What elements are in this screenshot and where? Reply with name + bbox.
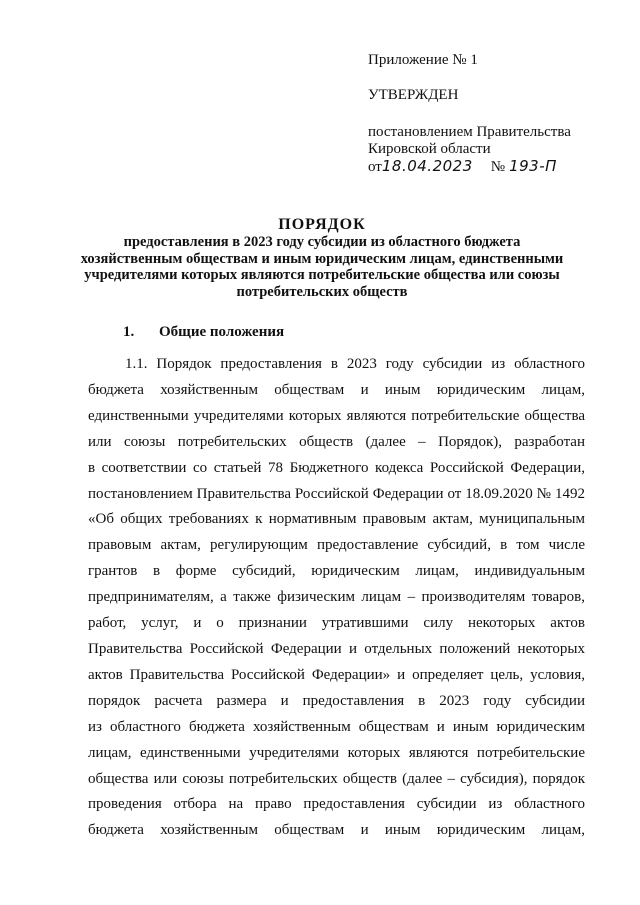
- document-subtitle-line-2: хозяйственным обществам и иным юридическим лицам, единственными: [80, 250, 564, 267]
- decree-line-2: Кировской области: [368, 141, 491, 157]
- approved-label: УТВЕРЖДЕН: [368, 87, 459, 103]
- decree-date-number-row: [368, 158, 608, 176]
- number-prefix: №: [490, 159, 506, 175]
- body-paragraph: [88, 352, 585, 844]
- text-line: в соответствии со статьей 78 Бюджетного кодекса Российской Федерации,: [88, 459, 585, 476]
- text-line: лицам, единственными учредителями которых являются потребительские: [88, 744, 585, 761]
- handwritten-date: 18.04.2023: [381, 157, 473, 175]
- document-subtitle-line-3: учредителями которых являются потребительские общества или союзы: [84, 267, 560, 283]
- section-number: 1.: [123, 324, 135, 340]
- document-subtitle-line-1: предоставления в 2023 году субсидии из областного бюджета: [123, 234, 521, 250]
- attachment-label: Приложение № 1: [368, 52, 478, 68]
- text-line: проведения отбора на право предоставления субсидии из областного: [88, 796, 585, 813]
- text-line: из областного бюджета хозяйственным обществам и иным юридическим: [88, 718, 585, 735]
- date-prefix: от: [368, 159, 382, 175]
- text-line: грантов в форме субсидий, юридическим лицам, индивидуальным: [88, 563, 585, 580]
- text-line: актов Правительства Российской Федерации» и определяет цель, условия,: [88, 666, 585, 683]
- section-heading: [123, 323, 284, 341]
- document-title: ПОРЯДОК: [278, 216, 366, 233]
- document-title-block: [72, 215, 572, 300]
- text-line: постановлением Правительства Российской Федерации от 18.09.2020 № 1492: [88, 485, 585, 502]
- text-line: или союзы потребительских обществ (далее – Порядок), разработан: [88, 433, 585, 450]
- text-line: Правительства Российской Федерации и отдельных положений некоторых: [88, 640, 585, 657]
- section-title: Общие положения: [159, 324, 285, 340]
- text-line: бюджета хозяйственным обществам и иным юридическим лицам,: [88, 381, 585, 398]
- text-line: работ, услуг, и о признании утратившими силу некоторых актов: [88, 615, 585, 632]
- handwritten-number: 193-П: [509, 157, 557, 175]
- document-subtitle-line-4: потребительских обществ: [236, 283, 408, 300]
- text-line: предпринимателям, а также физическим лицам – производителям товаров,: [88, 589, 585, 606]
- approval-stamp-block: [368, 52, 608, 176]
- text-line: правовым актам, регулирующим предоставление субсидий, в том числе: [88, 537, 585, 554]
- text-line: «Об общих требованиях к нормативным правовым актам, муниципальным: [88, 511, 585, 528]
- text-line: единственными учредителями которых являются потребительские общества: [88, 407, 585, 424]
- text-line: бюджета хозяйственным обществам и иным юридическим лицам,: [88, 822, 585, 839]
- text-line: порядок расчета размера и предоставления в 2023 году субсидии: [88, 692, 585, 709]
- text-line: общества или союзы потребительских обществ (далее – субсидия), порядок: [88, 770, 585, 787]
- text-line: 1.1. Порядок предоставления в 2023 году субсидии из областного: [125, 356, 585, 372]
- decree-line-1: постановлением Правительства: [368, 124, 571, 140]
